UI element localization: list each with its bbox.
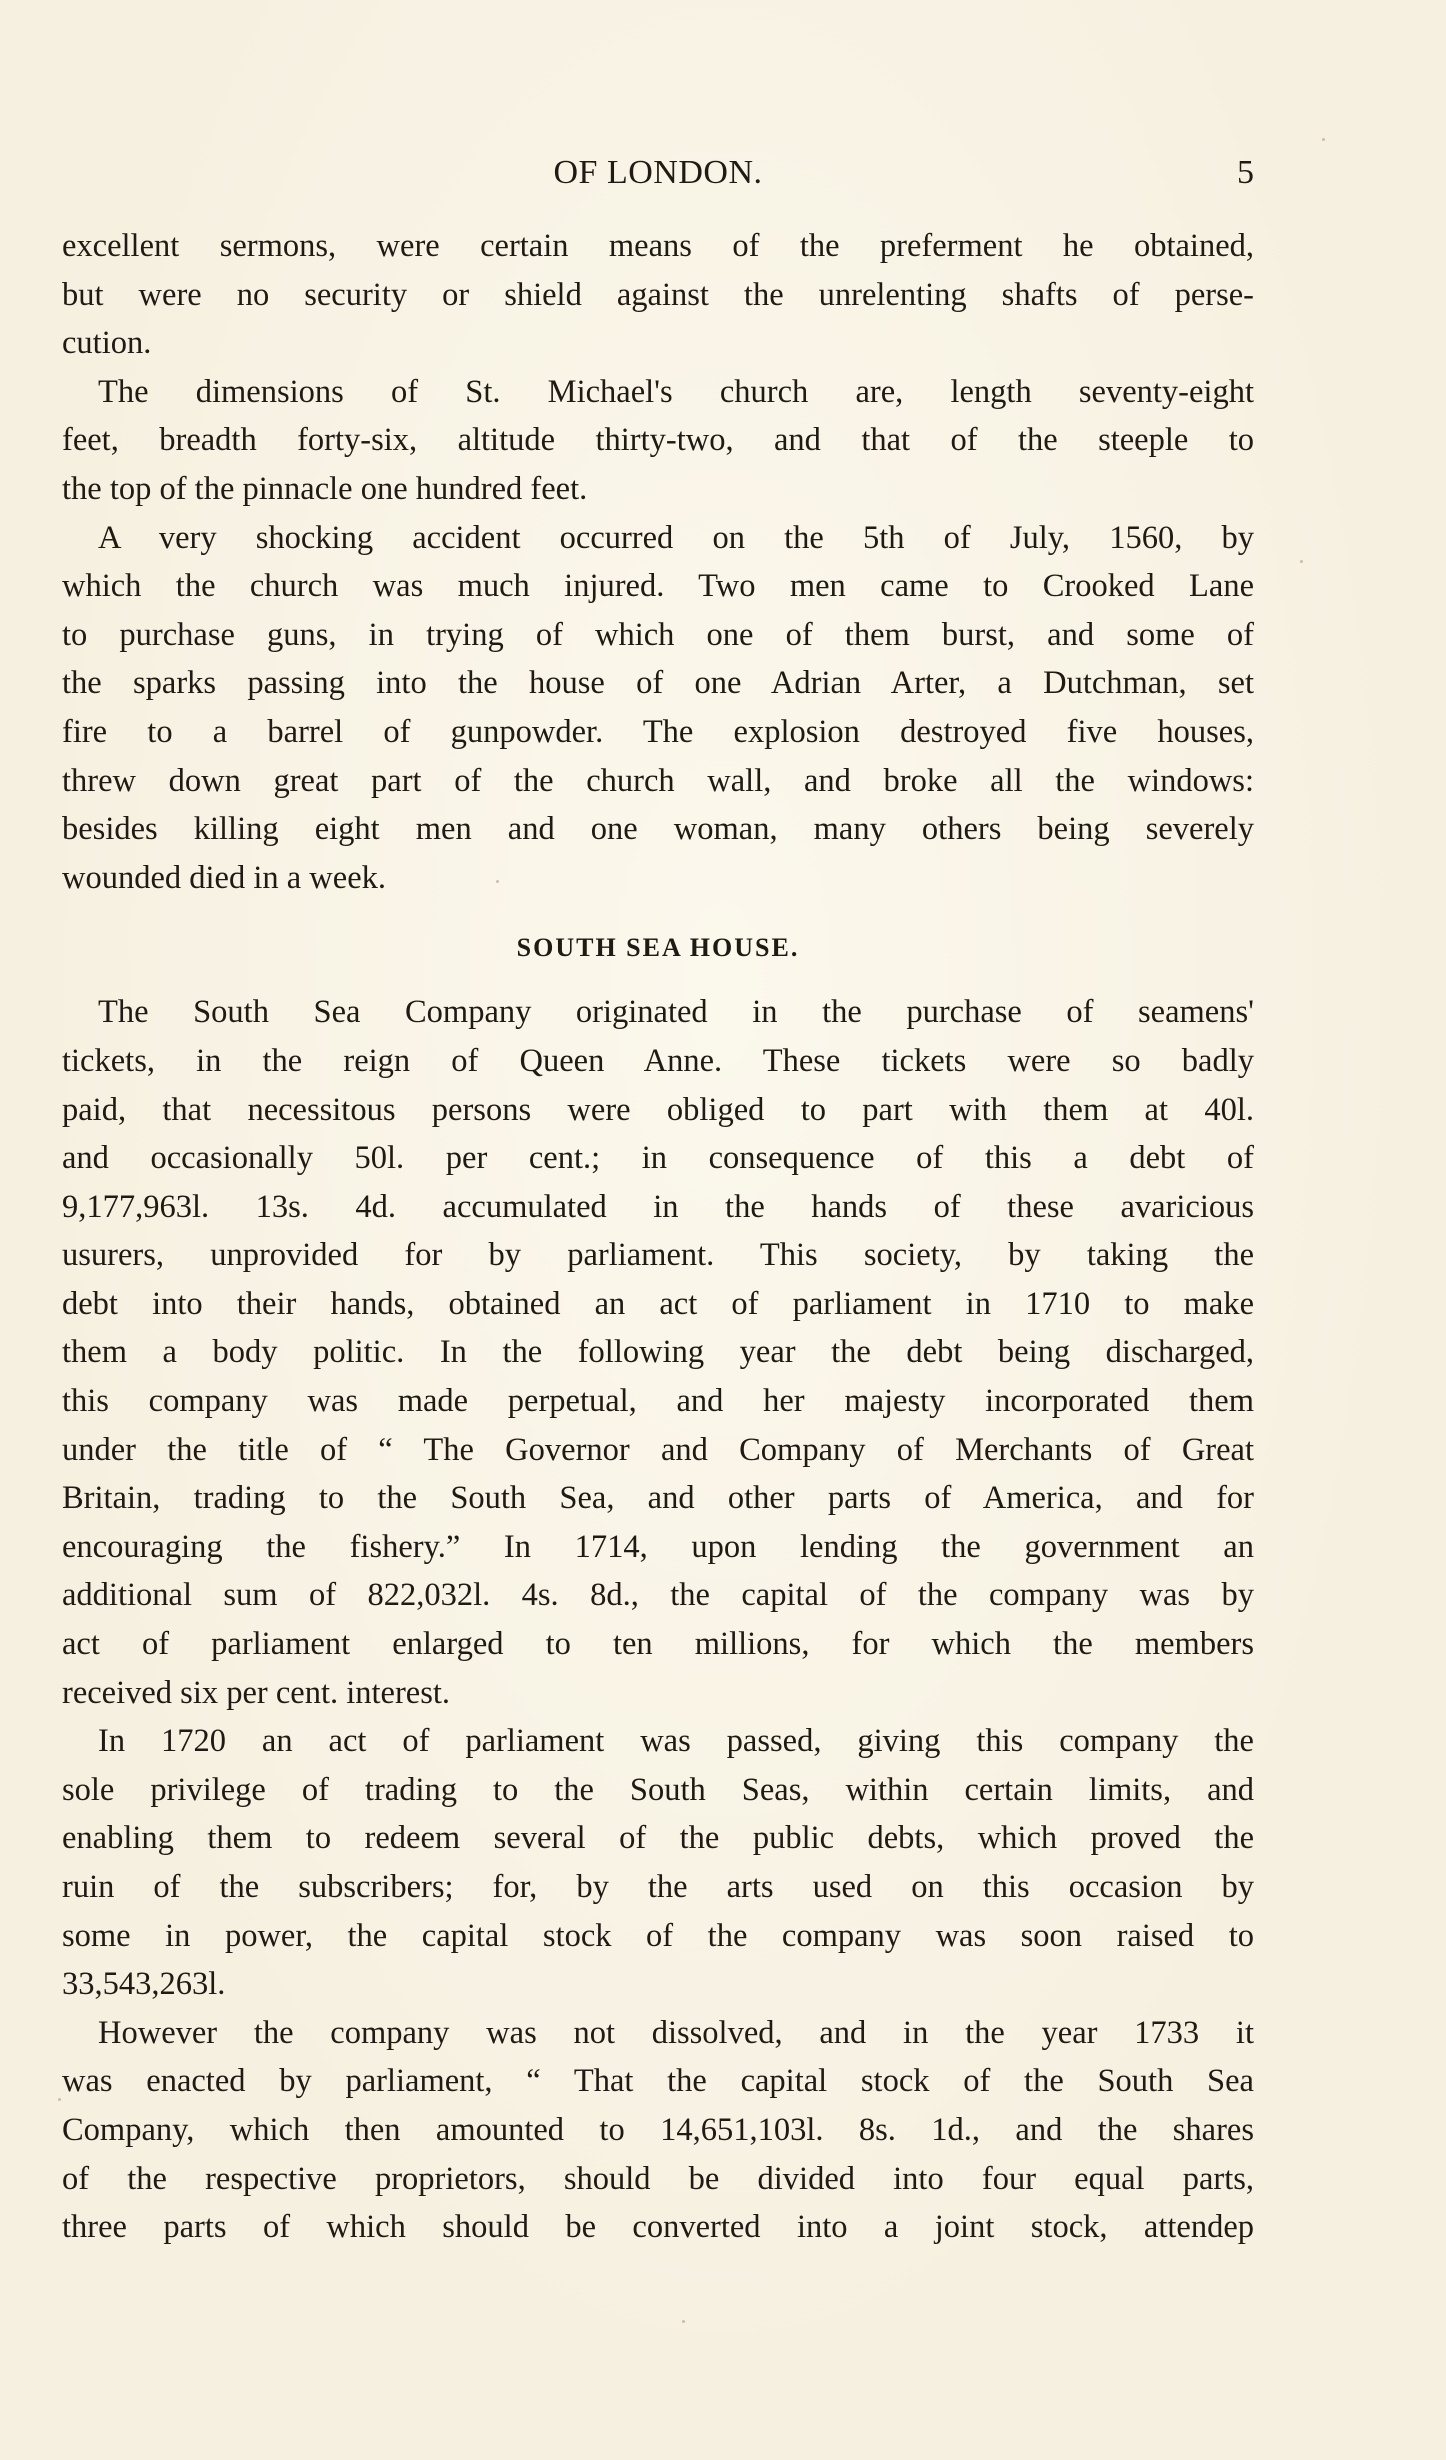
text-line: tickets, in the reign of Queen Anne. These tickets were so badly: [62, 1042, 1254, 1079]
text-line: this company was made perpetual, and her majesty incorporated them: [62, 1383, 1254, 1420]
text-line: enabling them to redeem several of the public debts, which proved the: [62, 1820, 1254, 1857]
text-line: additional sum of 822,032l. 4s. 8d., the capital of the company was by: [62, 1577, 1254, 1614]
text-line: Company, which then amounted to 14,651,103l. 8s. 1d., and the shares: [62, 2111, 1254, 2148]
text-line: received six per cent. interest.: [62, 1674, 451, 1711]
text-line: and occasionally 50l. per cent.; in consequence of this a debt of: [62, 1140, 1254, 1177]
text-line: paid, that necessitous persons were obliged to part with them at 40l.: [62, 1091, 1254, 1128]
text-line: The dimensions of St. Michael's church are, length seventy-eight: [98, 373, 1254, 410]
text-line: was enacted by parliament, “ That the capital stock of the South Sea: [62, 2063, 1254, 2100]
section-paragraph: [62, 2009, 1254, 2252]
paper-fleck: [496, 880, 499, 883]
body-text: [62, 222, 1254, 2252]
text-line: threw down great part of the church wall, and broke all the windows:: [62, 762, 1254, 799]
paper-fleck: [682, 2320, 685, 2323]
text-line: but were no security or shield against the unrelenting shafts of perse-: [62, 276, 1254, 313]
text-line: Britain, trading to the South Sea, and other parts of America, and for: [62, 1480, 1254, 1517]
text-line: besides killing eight men and one woman, many others being severely: [62, 811, 1254, 848]
text-line: three parts of which should be converted into a joint stock, attendep: [62, 2209, 1254, 2246]
text-line: which the church was much injured. Two men came to Crooked Lane: [62, 568, 1254, 605]
section-heading: SOUTH SEA HOUSE.: [516, 933, 800, 963]
text-line: the top of the pinnacle one hundred feet.: [62, 470, 588, 507]
text-line: wounded died in a week.: [62, 859, 387, 896]
text-line: excellent sermons, were certain means of the preferment he obtained,: [62, 228, 1254, 264]
text-line: act of parliament enlarged to ten millions, for which the members: [62, 1626, 1254, 1663]
text-line: encouraging the fishery.” In 1714, upon lending the government an: [62, 1528, 1254, 1565]
text-line: cution.: [62, 325, 152, 362]
text-line: In 1720 an act of parliament was passed, giving this company the: [98, 1723, 1254, 1760]
paragraph: [62, 222, 1254, 368]
text-line: them a body politic. In the following year the debt being discharged,: [62, 1334, 1254, 1371]
paper-fleck: [1300, 560, 1303, 563]
paragraph: [62, 368, 1254, 514]
page-number: 5: [1237, 154, 1254, 191]
text-line: A very shocking accident occurred on the 5th of July, 1560, by: [98, 519, 1254, 556]
text-line: However the company was not dissolved, and in the year 1733 it: [98, 2014, 1254, 2051]
paper-fleck: [1322, 138, 1325, 141]
text-line: ruin of the subscribers; for, by the arts used on this occasion by: [62, 1869, 1254, 1905]
text-line: debt into their hands, obtained an act of parliament in 1710 to make: [62, 1285, 1254, 1322]
text-line: 33,543,263l.: [62, 1966, 226, 2003]
text-line: some in power, the capital stock of the company was soon raised to: [62, 1917, 1254, 1954]
running-head: OF LONDON.: [553, 154, 763, 191]
text-line: of the respective proprietors, should be divided into four equal parts,: [62, 2160, 1254, 2197]
text-line: to purchase guns, in trying of which one of them burst, and some of: [62, 616, 1254, 653]
section-paragraph: [62, 988, 1254, 1717]
text-line: 9,177,963l. 13s. 4d. accumulated in the hands of these avaricious: [62, 1188, 1254, 1225]
text-line: feet, breadth forty-six, altitude thirty-two, and that of the steeple to: [62, 422, 1254, 459]
text-line: the sparks passing into the house of one Adrian Arter, a Dutchman, set: [62, 665, 1254, 702]
section-paragraph: [62, 1717, 1254, 2009]
text-line: under the title of “ The Governor and Company of Merchants of Great: [62, 1431, 1254, 1468]
page-header: [62, 148, 1254, 198]
text-line: fire to a barrel of gunpowder. The explosion destroyed five houses,: [62, 713, 1254, 750]
text-line: sole privilege of trading to the South Seas, within certain limits, and: [62, 1771, 1254, 1808]
text-line: usurers, unprovided for by parliament. This society, by taking the: [62, 1237, 1254, 1274]
paragraph: [62, 514, 1254, 903]
paper-fleck: [58, 2098, 61, 2101]
text-line: The South Sea Company originated in the purchase of seamens': [98, 994, 1254, 1031]
